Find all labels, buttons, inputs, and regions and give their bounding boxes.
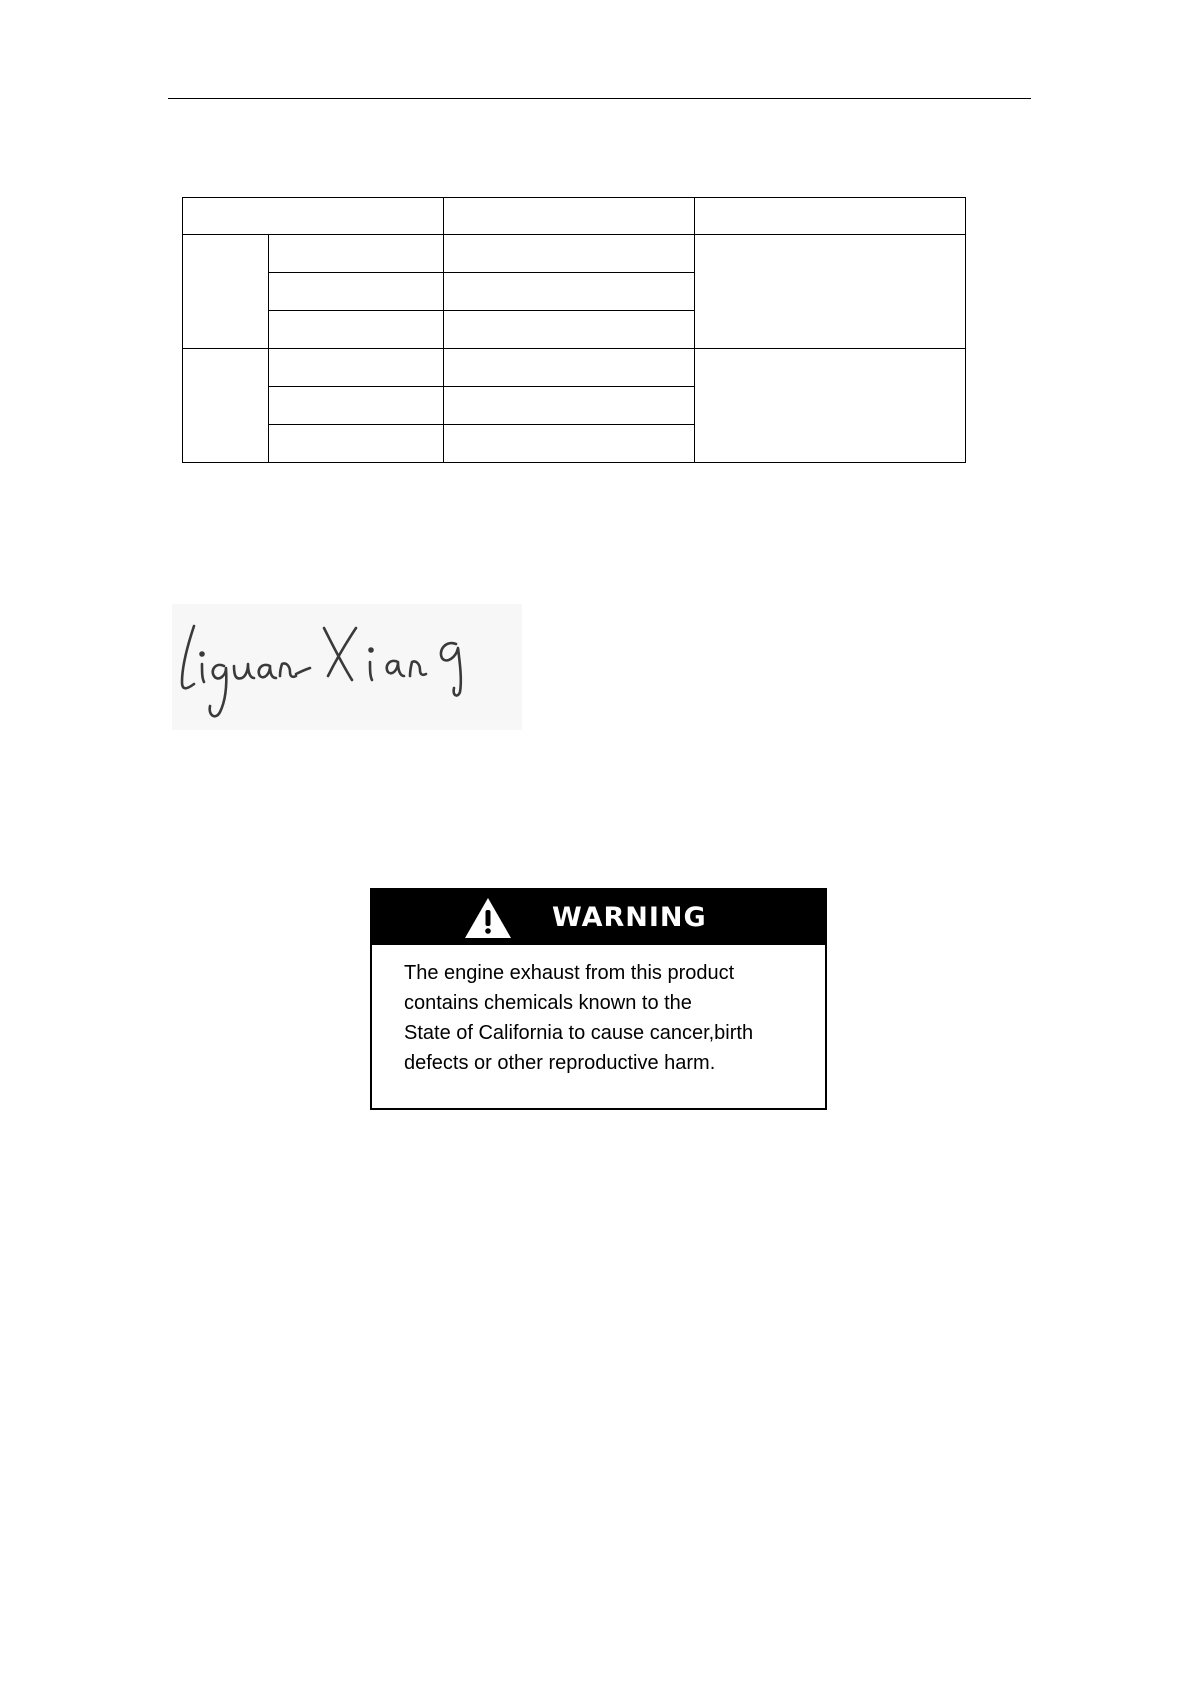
warning-banner	[372, 890, 825, 945]
table-cell	[183, 198, 444, 235]
table-cell	[444, 198, 695, 235]
warning-body-text: The engine exhaust from this product contains chemicals known to the State of California to cause cancer,birth defects or other reproductive harm.	[404, 962, 754, 1074]
table-cell	[444, 425, 695, 463]
table-cell	[269, 235, 444, 273]
table-cell	[695, 349, 966, 463]
handwritten-signature	[172, 604, 522, 730]
table-cell	[183, 235, 269, 349]
spec-table	[182, 197, 966, 463]
table-cell	[269, 425, 444, 463]
table-cell	[183, 349, 269, 463]
table-cell	[269, 273, 444, 311]
header-rule	[168, 98, 1031, 99]
table-cell	[695, 198, 966, 235]
table-row	[183, 349, 966, 387]
warning-triangle-icon	[464, 897, 512, 939]
table-cell	[695, 235, 966, 349]
table-cell	[444, 235, 695, 273]
table-cell	[444, 311, 695, 349]
table-cell	[269, 349, 444, 387]
table-header-row	[183, 198, 966, 235]
warning-label	[370, 888, 827, 1110]
table-cell	[444, 387, 695, 425]
table-cell	[269, 387, 444, 425]
table-cell	[444, 273, 695, 311]
table-cell	[269, 311, 444, 349]
table-cell	[444, 349, 695, 387]
warning-title: WARNING	[552, 902, 707, 933]
table-row	[183, 235, 966, 273]
